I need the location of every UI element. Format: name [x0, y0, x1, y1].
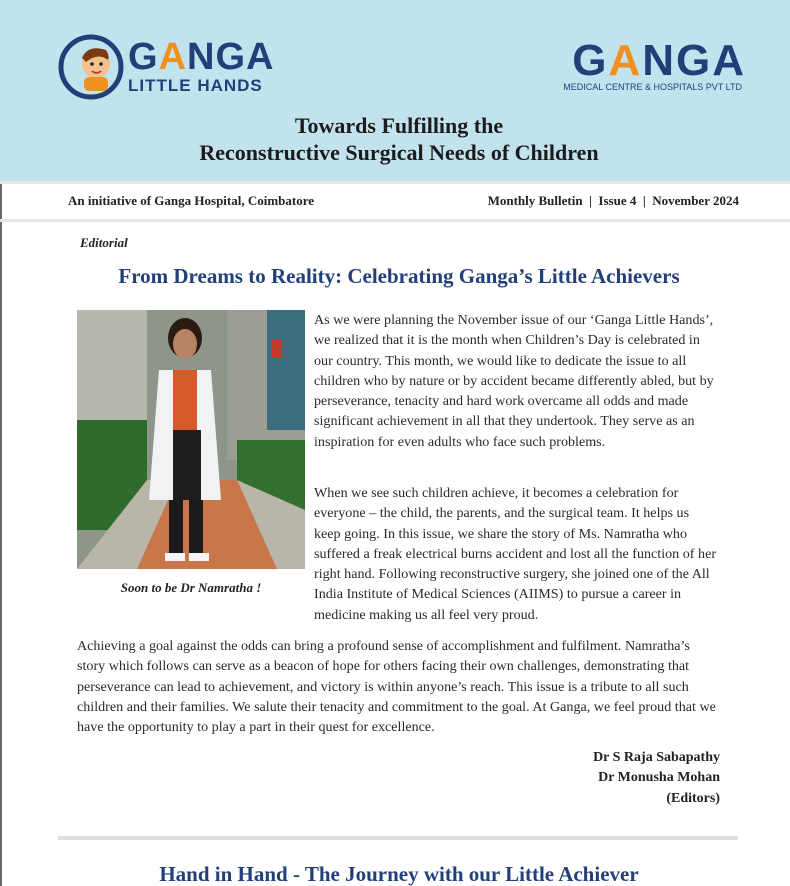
- editors-signature-block: [470, 748, 720, 809]
- child-mascot-icon: [58, 34, 124, 100]
- editorial-paragraph-2: When we see such children achieve, it becomes a celebration for everyone – the child, the parents, and the surgical team. It helps us keep going. In this issue, we share the story of Ms. Namratha who suffered a freak electrical burns accident and lost all the function of her right hand. Following reconstructive surgery, she joined one of the All India Institute of Medical Sciences (AIIMS) to pursue a career in medicine making us all feel very proud.: [314, 485, 717, 623]
- title-line-1: Towards Fulfilling the: [294, 113, 504, 138]
- little-hands-label: LITTLE HANDS: [128, 76, 263, 95]
- editorial-paragraph-1: As we were planning the November issue of our ‘Ganga Little Hands’, we realized that it is the month when Children’s Day is celebrated in our country. This month, we would like to dedicate the issue to all children who by nature or by accident became differently abled, but by perseverance, tenacity and hard work overcame all odds and made significant achievement in all that they undertook. They serve as an inspiration for even adults who face such problems.: [314, 312, 714, 450]
- signatory-1: Dr S Raja Sabapathy: [593, 750, 720, 765]
- divider: [0, 181, 790, 184]
- ganga-wordmark: GANGA: [128, 36, 275, 78]
- photo-caption: Soon to be Dr Namratha !: [120, 580, 262, 595]
- divider: [0, 219, 790, 222]
- next-section-headline: Hand in Hand - The Journey with our Little Achiever: [159, 862, 639, 886]
- signatory-2: Dr Monusha Mohan: [598, 770, 720, 786]
- title-line-2: Reconstructive Surgical Needs of Children: [199, 140, 599, 165]
- info-bar: [0, 193, 790, 213]
- namratha-photo-illustration: [77, 310, 305, 569]
- ganga-hospital-logo: [536, 36, 746, 96]
- editorial-paragraph-3: Achieving a goal against the odds can bring a profound sense of accomplishment and fulfilment. Namratha’s story which follows can serve as a beacon of hope for others facing their own challenges, demonstrating that perseverance can lead to achievement, and victory is within anyone’s reach. This issue is a tribute to all such children and their families. We salute their tenacity and commitment to the goal. At Ganga, we feel proud that we have the opportunity to play a part in their quest for excellence.: [77, 638, 716, 736]
- ganga-little-hands-logo: [58, 32, 288, 102]
- section-divider: [58, 836, 738, 840]
- hospital-name: MEDICAL CENTRE & HOSPITALS PVT LTD: [563, 82, 742, 92]
- namratha-photo: [77, 310, 305, 569]
- signatory-role: (Editors): [666, 790, 720, 806]
- editorial-headline: From Dreams to Reality: Celebrating Ganga’s Little Achievers: [118, 264, 680, 288]
- ganga-hospital-wordmark: GANGA: [572, 36, 746, 85]
- initiative-text: An initiative of Ganga Hospital, Coimbatore: [68, 193, 315, 208]
- masthead: [0, 0, 790, 181]
- issue-info: Monthly Bulletin | Issue 4 | November 2024: [487, 193, 739, 208]
- bulletin-title: [0, 112, 790, 166]
- section-kicker: Editorial: [80, 235, 128, 250]
